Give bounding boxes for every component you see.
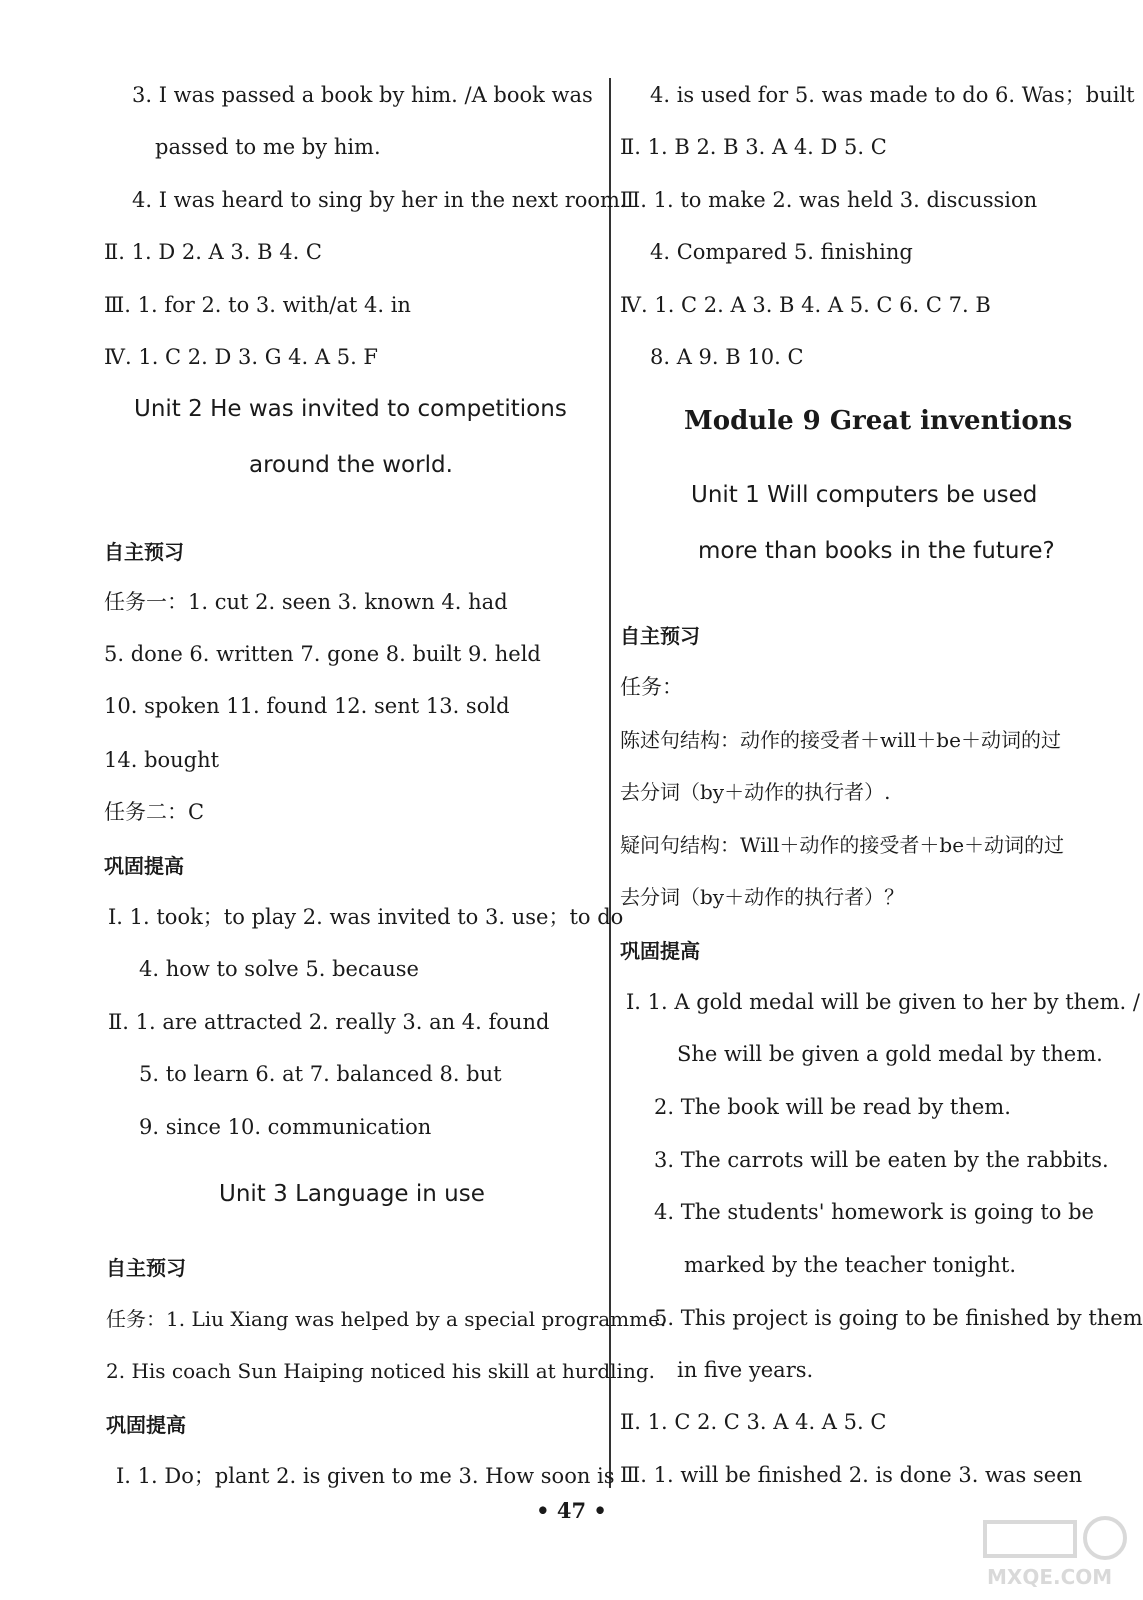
answer-line: 4. I was heard to sing by her in the next room. <box>132 188 627 212</box>
answer-line: Ⅱ. 1. D 2. A 3. B 4. C <box>104 240 322 264</box>
answer-line: Ⅰ. 1. A gold medal will be given to her by them. / <box>626 990 1140 1014</box>
answer-line: 2. The book will be read by them. <box>654 1095 1011 1119</box>
answer-line: in five years. <box>677 1358 814 1382</box>
answer-line: 4. The students' homework is going to be <box>654 1200 1094 1224</box>
answer-line: 陈述句结构：动作的接受者＋will＋be＋动词的过 <box>620 728 1061 752</box>
answer-line: 任务一：1. cut 2. seen 3. known 4. had <box>104 590 508 614</box>
answer-line: 4. Compared 5. finishing <box>650 240 913 264</box>
answer-line: 4. is used for 5. was made to do 6. Was；built <box>650 83 1135 107</box>
section-heading: 巩固提高 <box>106 1413 186 1437</box>
answer-line: 任务：1. Liu Xiang was helped by a special programme. <box>106 1307 667 1331</box>
unit-1-title-cont: more than books in the future? <box>698 538 1055 564</box>
answer-line: 3. The carrots will be eaten by the rabbits. <box>654 1148 1109 1172</box>
answer-line: 9. since 10. communication <box>139 1115 432 1139</box>
watermark-icon <box>975 1512 1135 1592</box>
answer-line: 任务： <box>620 675 683 699</box>
answer-line: Ⅲ. 1. to make 2. was held 3. discussion <box>620 188 1038 212</box>
answer-line: Ⅰ. 1. took；to play 2. was invited to 3. use；to do <box>108 905 624 929</box>
answer-line: 4. how to solve 5. because <box>139 957 419 981</box>
page-number: • 47 • <box>536 1498 607 1523</box>
answer-line: 8. A 9. B 10. C <box>650 345 804 369</box>
svg-text:MXQE.COM: MXQE.COM <box>987 1565 1113 1589</box>
answer-line: 去分词（by＋动作的执行者）. <box>620 780 891 804</box>
answer-line: Ⅱ. 1. B 2. B 3. A 4. D 5. C <box>620 135 887 159</box>
answer-line: She will be given a gold medal by them. <box>677 1042 1103 1066</box>
answer-line: 5. done 6. written 7. gone 8. built 9. held <box>104 642 541 666</box>
answer-line: 14. bought <box>104 748 220 772</box>
answer-line: Ⅲ. 1. will be finished 2. is done 3. was seen <box>620 1463 1083 1487</box>
unit-1-title: Unit 1 Will computers be used <box>691 482 1038 508</box>
unit-3-title: Unit 3 Language in use <box>219 1181 485 1207</box>
answer-line: 任务二：C <box>104 800 205 824</box>
section-heading: 自主预习 <box>104 540 184 564</box>
answer-line: 5. to learn 6. at 7. balanced 8. but <box>139 1062 502 1086</box>
answer-line: 疑问句结构：Will＋动作的接受者＋be＋动词的过 <box>620 833 1065 857</box>
answer-line: 3. I was passed a book by him. /A book was <box>132 83 593 107</box>
answer-line: 2. His coach Sun Haiping noticed his skill at hurdling. <box>106 1359 655 1383</box>
section-heading: 自主预习 <box>106 1256 186 1280</box>
answer-line: Ⅳ. 1. C 2. D 3. G 4. A 5. F <box>104 345 379 369</box>
section-heading: 巩固提高 <box>104 854 184 878</box>
answer-line: passed to me by him. <box>155 135 381 159</box>
answer-line: 5. This project is going to be finished by them <box>654 1306 1143 1330</box>
answer-line: Ⅱ. 1. are attracted 2. really 3. an 4. found <box>108 1010 550 1034</box>
answer-line: marked by the teacher tonight. <box>684 1253 1017 1277</box>
answer-line: 10. spoken 11. found 12. sent 13. sold <box>104 694 510 718</box>
column-divider <box>609 78 611 1488</box>
answer-line: 去分词（by＋动作的执行者）？ <box>620 885 905 909</box>
module-title: Module 9 Great inventions <box>684 406 1073 436</box>
section-heading: 巩固提高 <box>620 939 700 963</box>
answer-line: Ⅲ. 1. for 2. to 3. with/at 4. in <box>104 293 411 317</box>
answer-line: Ⅱ. 1. C 2. C 3. A 4. A 5. C <box>620 1410 887 1434</box>
answer-line: Ⅳ. 1. C 2. A 3. B 4. A 5. C 6. C 7. B <box>620 293 991 317</box>
answer-line: Ⅰ. 1. Do；plant 2. is given to me 3. How soon is <box>116 1464 615 1488</box>
unit-2-title: Unit 2 He was invited to competitions <box>134 396 567 422</box>
watermark-logo <box>975 1512 1135 1592</box>
unit-2-title-cont: around the world. <box>249 452 453 478</box>
section-heading: 自主预习 <box>620 624 700 648</box>
